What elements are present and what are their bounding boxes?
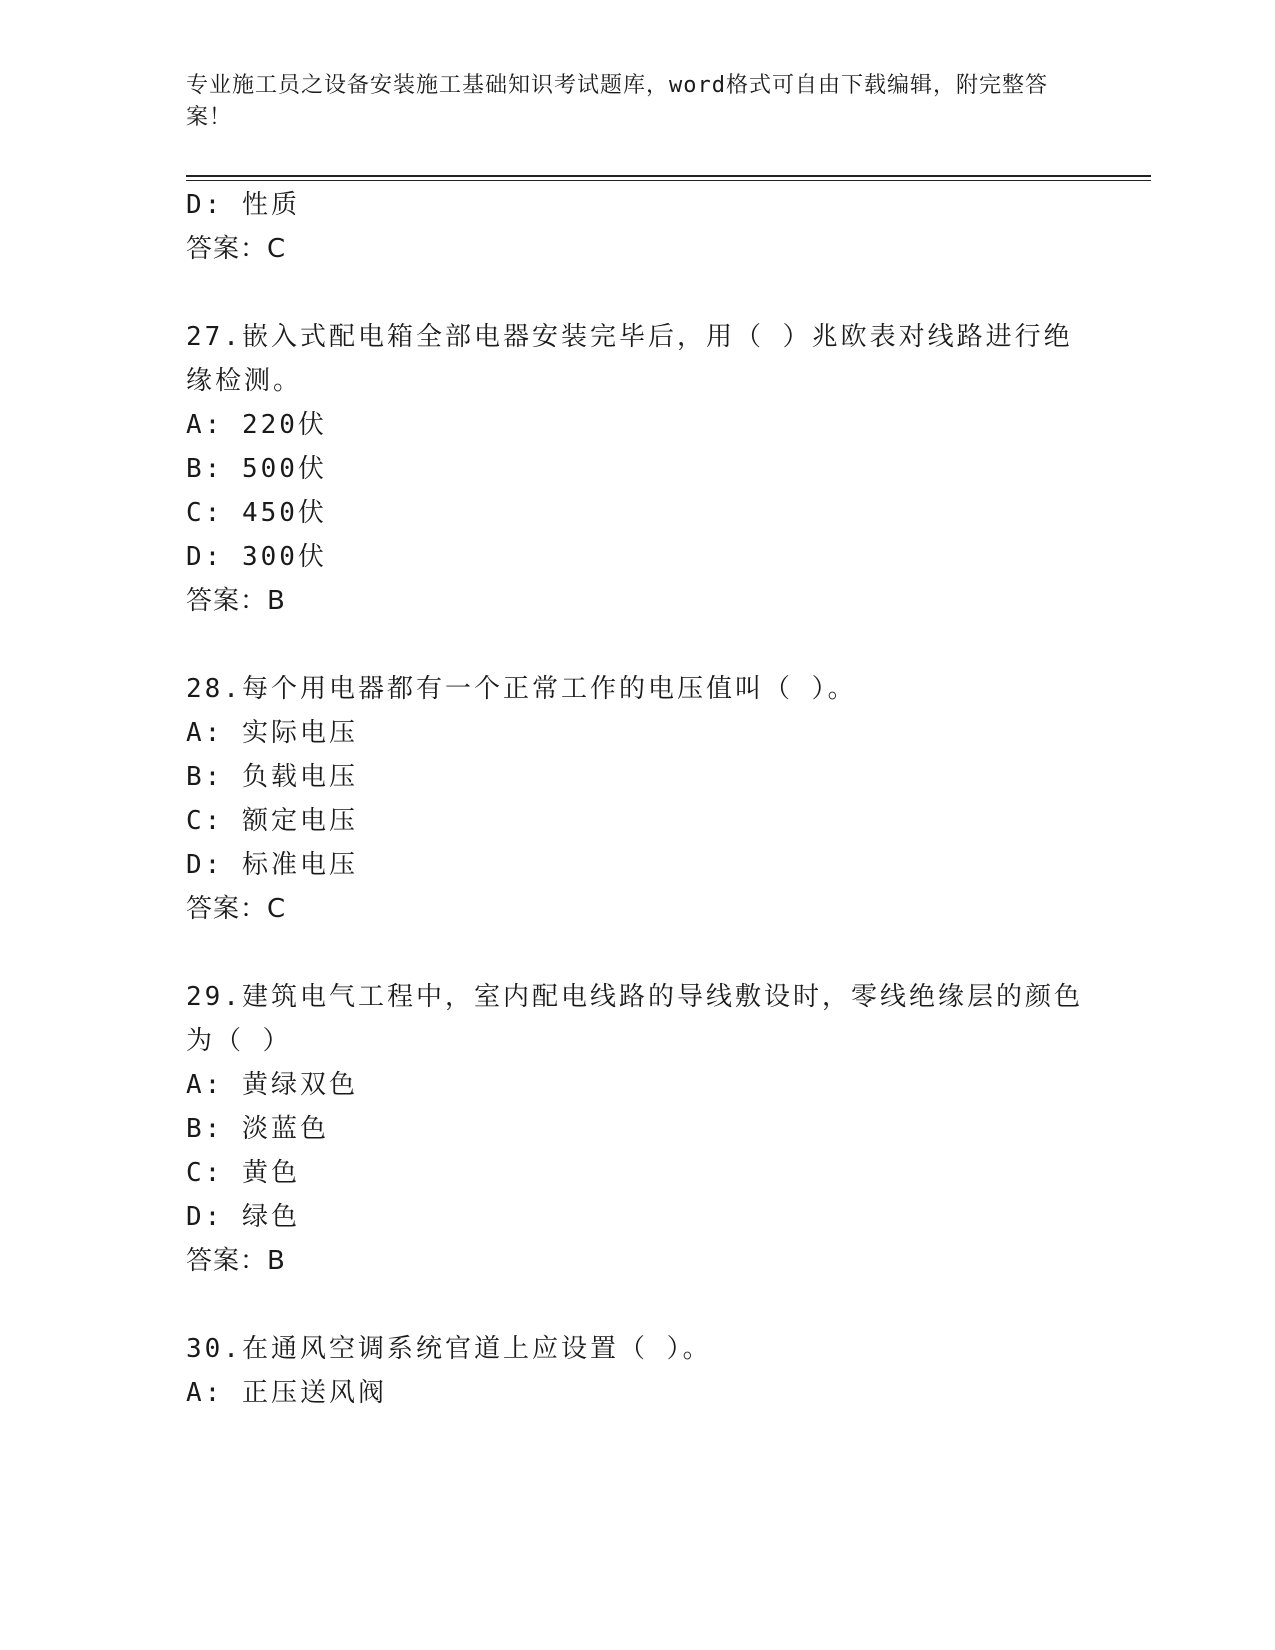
option-d: D: 绿色 bbox=[186, 1202, 300, 1232]
option-b: B: 500伏 bbox=[186, 454, 327, 484]
question-stem: 29.建筑电气工程中，室内配电线路的导线敷设时，零线绝缘层的颜色 bbox=[186, 982, 1083, 1012]
header-divider bbox=[186, 175, 1151, 177]
question-stem-continued: 为（ ） bbox=[186, 1026, 292, 1056]
answer-line: 答案：B bbox=[186, 586, 286, 616]
option-c: C: 450伏 bbox=[186, 498, 327, 528]
option-b: B: 淡蓝色 bbox=[186, 1114, 329, 1144]
question-stem: 30.在通风空调系统官道上应设置（ ）。 bbox=[186, 1334, 712, 1364]
answer-line: 答案：C bbox=[186, 234, 287, 264]
option-a: A: 黄绿双色 bbox=[186, 1070, 358, 1100]
question-stem: 27.嵌入式配电箱全部电器安装完毕后，用（ ）兆欧表对线路进行绝 bbox=[186, 322, 1073, 352]
option-c: C: 额定电压 bbox=[186, 806, 358, 836]
option-b: B: 负载电压 bbox=[186, 762, 358, 792]
question-stem-continued: 缘检测。 bbox=[186, 366, 303, 396]
option-c: C: 黄色 bbox=[186, 1158, 300, 1188]
question-stem: 28.每个用电器都有一个正常工作的电压值叫（ ）。 bbox=[186, 674, 857, 704]
option-d: D: 性质 bbox=[186, 190, 300, 220]
answer-line: 答案：B bbox=[186, 1246, 286, 1276]
option-a: A: 正压送风阀 bbox=[186, 1378, 387, 1408]
header-divider-thin bbox=[186, 180, 1151, 181]
option-a: A: 220伏 bbox=[186, 410, 327, 440]
option-a: A: 实际电压 bbox=[186, 718, 358, 748]
document-header: 专业施工员之设备安装施工基础知识考试题库，word格式可自由下载编辑，附完整答案！ bbox=[186, 73, 1048, 130]
option-d: D: 标准电压 bbox=[186, 850, 358, 880]
option-d: D: 300伏 bbox=[186, 542, 327, 572]
answer-line: 答案：C bbox=[186, 894, 287, 924]
